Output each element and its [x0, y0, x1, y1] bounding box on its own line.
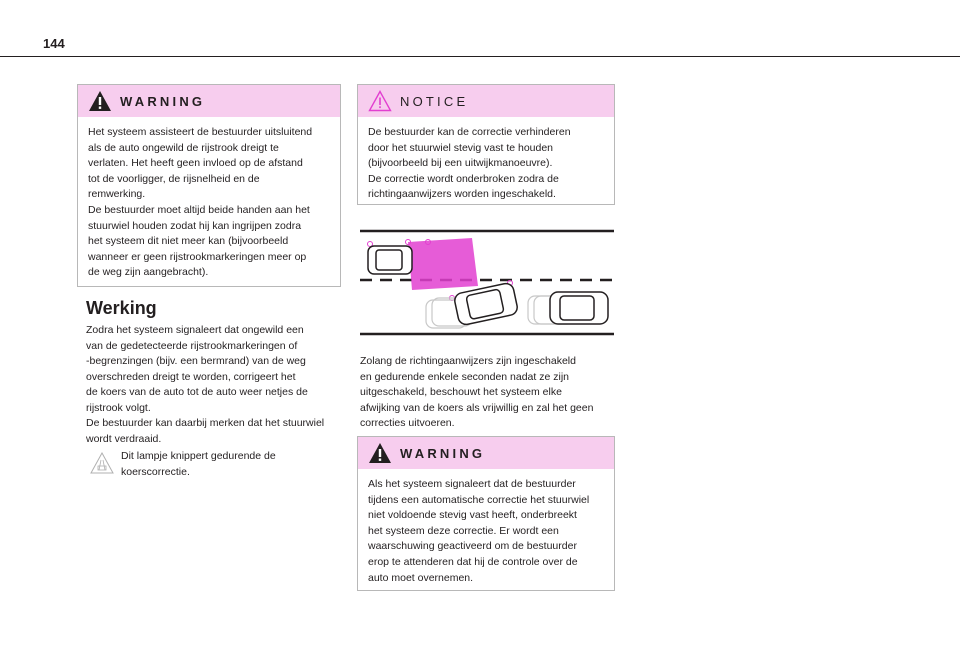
notice-box	[357, 84, 615, 205]
warning-body: Als het systeem signaleert dat de bestuurder tijdens een automatische correctie het stuurwiel niet voldoende stevig vast heeft, onderbreekt het systeem deze correctie. Er wordt een waarschuwing geactiveerd om de bestuurder erop te attenderen dat hij de controle over de auto moet overnemen.	[368, 478, 590, 584]
notice-triangle-icon	[368, 90, 392, 112]
page-number: 144	[43, 36, 65, 51]
warning-box-header	[358, 437, 614, 469]
warning-box-top	[77, 84, 341, 287]
warning-triangle-icon	[88, 90, 112, 112]
warning-body: Het systeem assisteert de bestuurder uitsluitend als de auto ongewild de rijstrook dreigt te verlaten. Het heeft geen invloed op de afstand tot de voorligger, de rijsnelheid en de remwerking. De bestuurder moet altijd beide handen aan het stuurwiel houden zodat hij kan ingrijpen zodra het systeem dit niet meer kan (bijvoorbeeld wanneer er geen rijstrookmarkeringen meer op de weg zijn aangebracht).	[88, 126, 313, 279]
lamp-description: Dit lampje knippert gedurende de koerscorrectie.	[121, 450, 276, 478]
warning-title: WARNING	[400, 445, 486, 461]
header-divider	[0, 56, 960, 57]
section-body: Zodra het systeem signaleert dat ongewild een van de gedetecteerde rijstrookmarkeringen of -begrenzingen (bijv. een bermrand) van de weg overschreden dreigt te worden, corrigeert het de koers van de auto tot de auto weer netjes de rijstrook volgt. De bestuurder kan daarbij merken dat het stuurwiel wordt verdraaid.	[86, 324, 325, 445]
section-heading: Werking	[86, 298, 157, 318]
notice-title: NOTICE	[400, 93, 469, 109]
lane-keep-assist-illustration	[360, 228, 614, 340]
warning-box-header	[78, 85, 340, 117]
notice-box-header	[358, 85, 614, 117]
warning-triangle-icon	[368, 442, 392, 464]
warning-box-bottom	[357, 436, 615, 591]
warning-title: WARNING	[120, 93, 206, 109]
lane-warning-lamp-icon	[90, 452, 114, 474]
illustration-caption: Zolang de richtingaanwijzers zijn ingeschakeld en gedurende enkele seconden nadat ze zijn uitgeschakeld, beschouwt het systeem elke afwijking van de koers als vrijwillig en zal het geen correcties uitvoeren.	[360, 355, 594, 429]
notice-body: De bestuurder kan de correctie verhinderen door het stuurwiel stevig vast te houden (bijvoorbeeld bij een uitwijkmanoeuvre). De correctie wordt onderbroken zodra de richtingaanwijzers worden ingeschakeld.	[368, 126, 571, 201]
